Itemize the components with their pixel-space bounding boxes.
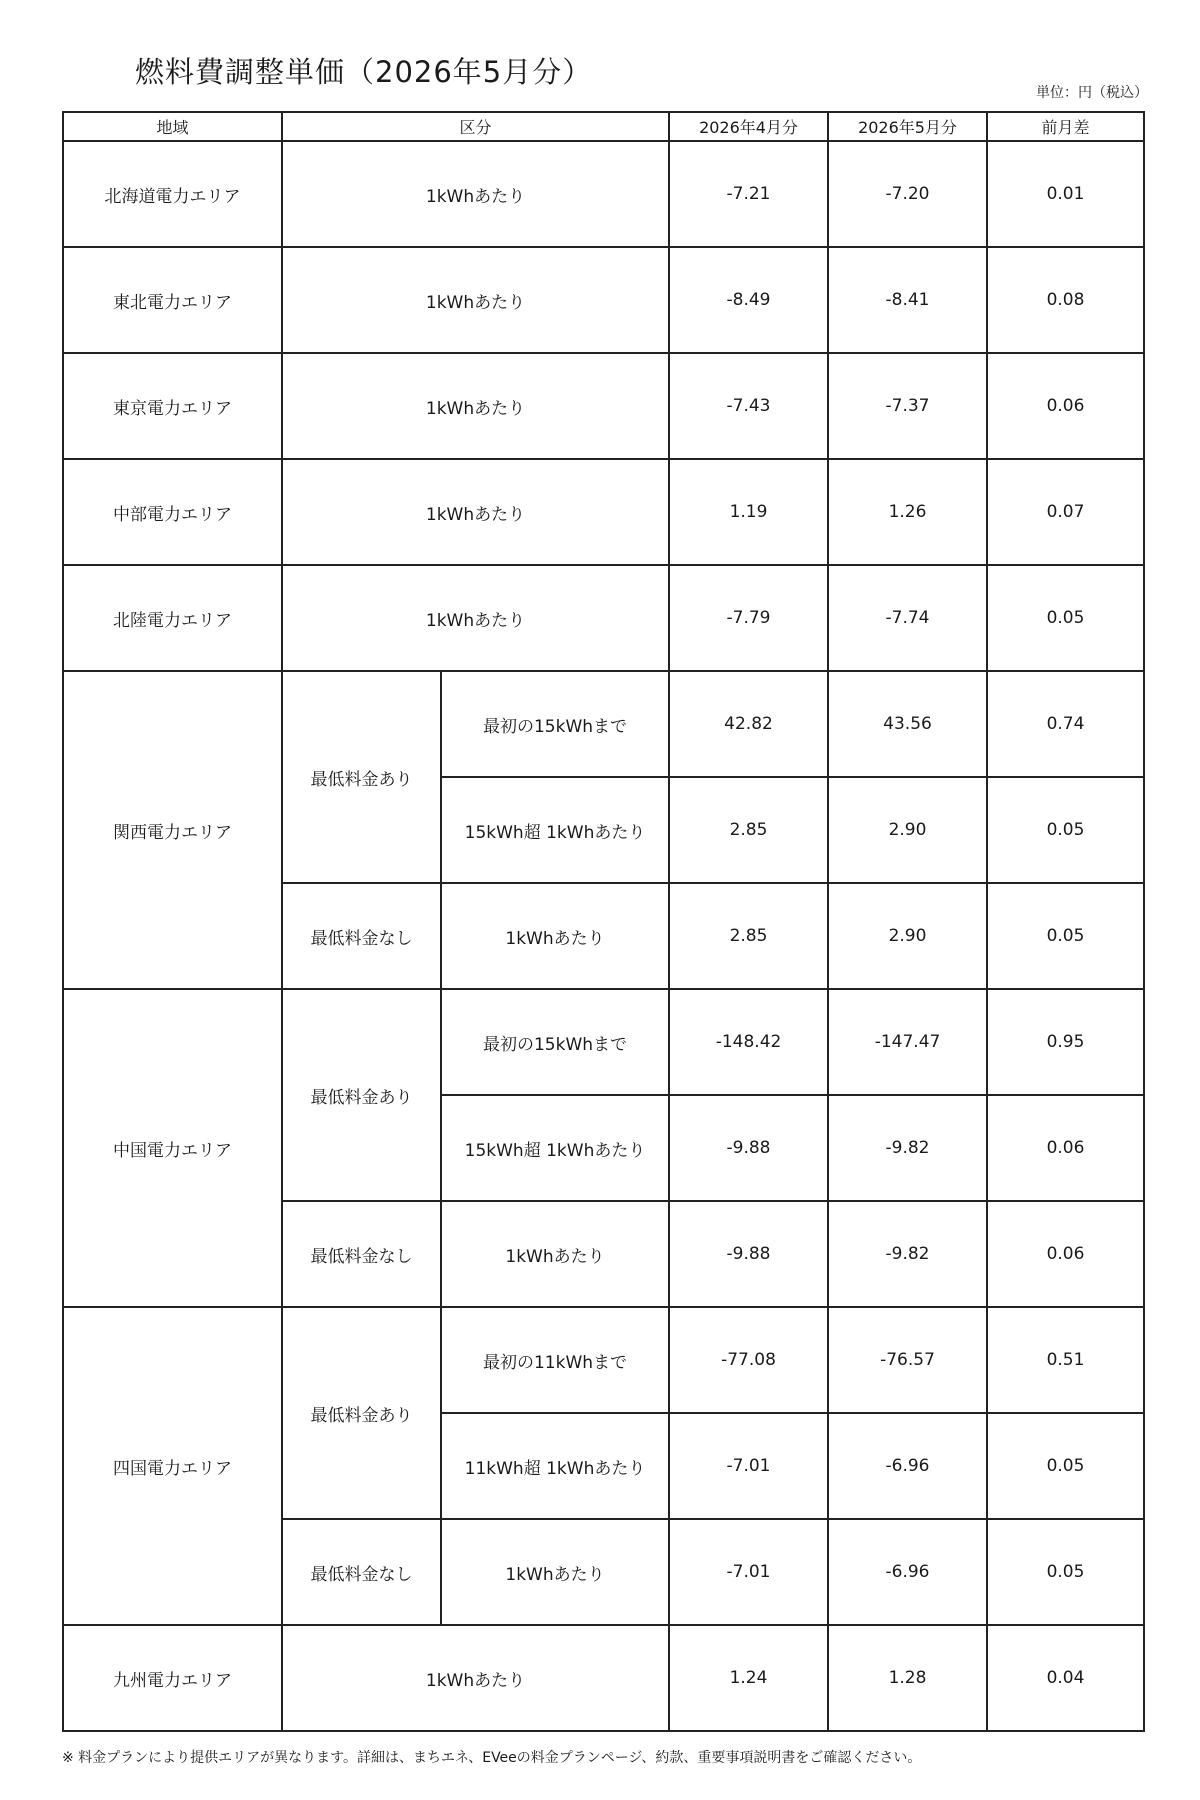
table-row [63,459,1144,565]
diff-value: 0.06 [987,1201,1144,1307]
area-name: 東京電力エリア [63,353,282,459]
area-name: 北陸電力エリア [63,565,282,671]
may-value: -9.82 [828,1201,987,1307]
april-value: -77.08 [669,1307,828,1413]
may-value: 1.26 [828,459,987,565]
table-row [63,989,1144,1095]
subcategory-cell: 15kWh超 1kWhあたり [441,777,669,883]
header-diff: 前月差 [987,112,1144,141]
april-value: -7.01 [669,1413,828,1519]
subcategory-cell: 1kWhあたり [441,1201,669,1307]
may-value: 2.90 [828,777,987,883]
subcategory-cell: 最初の15kWhまで [441,671,669,777]
april-value: -148.42 [669,989,828,1095]
april-value: 2.85 [669,883,828,989]
subcategory-cell: 最初の15kWhまで [441,989,669,1095]
april-value: -7.21 [669,141,828,247]
table-row [63,353,1144,459]
diff-value: 0.05 [987,565,1144,671]
header-region: 地域 [63,112,282,141]
area-name: 関西電力エリア [63,671,282,989]
diff-value: 0.05 [987,1413,1144,1519]
diff-value: 0.06 [987,1095,1144,1201]
april-value: -7.01 [669,1519,828,1625]
subcategory-cell: 最初の11kWhまで [441,1307,669,1413]
category-cell: 1kWhあたり [282,1625,669,1731]
area-name: 四国電力エリア [63,1307,282,1625]
category-cell: 1kWhあたり [282,459,669,565]
may-value: -6.96 [828,1413,987,1519]
may-value: -7.20 [828,141,987,247]
diff-value: 0.05 [987,1519,1144,1625]
subcategory-cell: 1kWhあたり [441,1519,669,1625]
april-value: -8.49 [669,247,828,353]
area-name: 東北電力エリア [63,247,282,353]
diff-value: 0.05 [987,883,1144,989]
area-name: 九州電力エリア [63,1625,282,1731]
category-cell: 1kWhあたり [282,141,669,247]
min-fee-without: 最低料金なし [282,1201,441,1307]
april-value: 1.19 [669,459,828,565]
header-may: 2026年5月分 [828,112,987,141]
may-value: -76.57 [828,1307,987,1413]
area-name: 中国電力エリア [63,989,282,1307]
category-cell: 1kWhあたり [282,247,669,353]
april-value: -9.88 [669,1201,828,1307]
table-row [63,1307,1144,1413]
april-value: 2.85 [669,777,828,883]
may-value: -9.82 [828,1095,987,1201]
subcategory-cell: 11kWh超 1kWhあたり [441,1413,669,1519]
unit-label: 単位：円（税込） [1036,85,1148,101]
may-value: 2.90 [828,883,987,989]
april-value: -9.88 [669,1095,828,1201]
may-value: 43.56 [828,671,987,777]
area-name: 中部電力エリア [63,459,282,565]
diff-value: 0.51 [987,1307,1144,1413]
table-row [63,1625,1144,1731]
diff-value: 0.05 [987,777,1144,883]
min-fee-without: 最低料金なし [282,1519,441,1625]
may-value: -6.96 [828,1519,987,1625]
page-title: 燃料費調整単価（2026年5月分） [135,55,593,89]
diff-value: 0.04 [987,1625,1144,1731]
min-fee-without: 最低料金なし [282,883,441,989]
category-cell: 1kWhあたり [282,565,669,671]
diff-value: 0.08 [987,247,1144,353]
subcategory-cell: 1kWhあたり [441,883,669,989]
april-value: -7.79 [669,565,828,671]
header-category: 区分 [282,112,669,141]
min-fee-with: 最低料金あり [282,671,441,883]
footnote: ※ 料金プランにより提供エリアが異なります。詳細は、まちエネ、EVeeの料金プランページ、約款、重要事項説明書をご確認ください。 [62,1750,922,1766]
min-fee-with: 最低料金あり [282,989,441,1201]
april-value: 1.24 [669,1625,828,1731]
fuel-cost-table [62,111,1145,1732]
table-row [63,247,1144,353]
diff-value: 0.06 [987,353,1144,459]
may-value: -147.47 [828,989,987,1095]
april-value: -7.43 [669,353,828,459]
table-header-row [63,112,1144,141]
diff-value: 0.74 [987,671,1144,777]
diff-value: 0.01 [987,141,1144,247]
table-row [63,141,1144,247]
table-row [63,671,1144,777]
subcategory-cell: 15kWh超 1kWhあたり [441,1095,669,1201]
april-value: 42.82 [669,671,828,777]
diff-value: 0.07 [987,459,1144,565]
area-name: 北海道電力エリア [63,141,282,247]
category-cell: 1kWhあたり [282,353,669,459]
may-value: -7.74 [828,565,987,671]
may-value: -8.41 [828,247,987,353]
diff-value: 0.95 [987,989,1144,1095]
may-value: 1.28 [828,1625,987,1731]
table-row [63,565,1144,671]
may-value: -7.37 [828,353,987,459]
min-fee-with: 最低料金あり [282,1307,441,1519]
header-april: 2026年4月分 [669,112,828,141]
